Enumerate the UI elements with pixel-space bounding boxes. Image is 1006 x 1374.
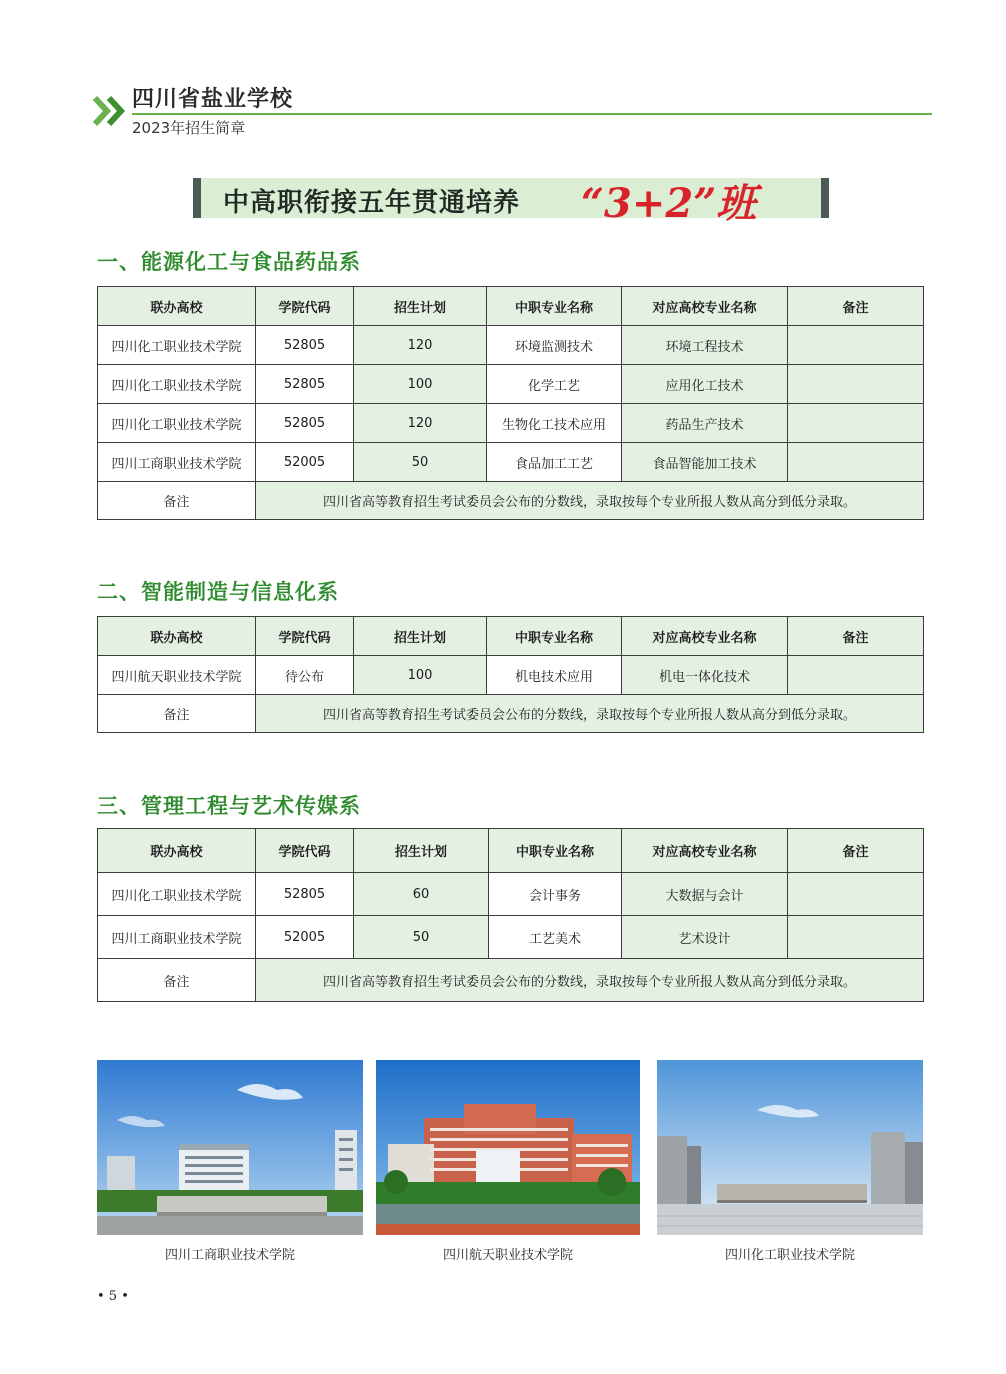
cell-vocational-major: 生物化工技术应用 [487,404,622,443]
banner-left-bar [193,178,201,218]
cell-quota: 100 [354,365,487,404]
section-title-energy-chemical: 一、能源化工与食品药品系 [97,250,361,274]
table-row [98,873,924,916]
col-header: 联办高校 [98,829,256,873]
col-header: 招生计划 [354,287,487,326]
cell-note [788,916,924,959]
banner-right-bar [821,178,829,218]
cell-note [788,656,924,695]
table-row [98,326,924,365]
cell-note [788,404,924,443]
col-header: 备注 [788,287,924,326]
cell-college-major: 艺术设计 [622,916,788,959]
header-rule [132,113,932,115]
cell-code: 待公布 [256,656,354,695]
cell-college-major: 机电一体化技术 [622,656,788,695]
remark-row [98,695,924,733]
col-header: 对应高校专业名称 [622,829,788,873]
photo-caption: 四川航天职业技术学院 [442,1248,573,1263]
col-header: 学院代码 [256,617,354,656]
brochure-subtitle: 2023年招生简章 [132,119,246,137]
remark-text: 四川省高等教育招生考试委员会公布的分数线，录取按每个专业所报人数从高分到低分录取。 [256,695,924,733]
plan-table-manufacturing [97,616,924,733]
cell-college-major: 应用化工技术 [622,365,788,404]
cell-vocational-major: 机电技术应用 [487,656,622,695]
col-header: 学院代码 [256,287,354,326]
double-chevron-icon [92,94,126,128]
cell-code: 52005 [256,443,354,482]
cell-college-major: 环境工程技术 [622,326,788,365]
col-header: 学院代码 [256,829,354,873]
table-row [98,365,924,404]
col-header: 招生计划 [354,829,489,873]
remark-row [98,482,924,520]
col-header: 备注 [788,617,924,656]
cell-college: 四川化工职业技术学院 [98,365,256,404]
cell-note [788,873,924,916]
col-header: 备注 [788,829,924,873]
cell-quota: 60 [354,873,489,916]
col-header: 联办高校 [98,617,256,656]
campus-photo-huagong [657,1060,923,1235]
cell-quota: 50 [354,916,489,959]
cell-quota: 100 [354,656,487,695]
cell-vocational-major: 会计事务 [489,873,622,916]
cell-quota: 120 [354,404,487,443]
table-row [98,656,924,695]
banner-accent-title: “3+2”班 [581,180,757,227]
remark-text: 四川省高等教育招生考试委员会公布的分数线，录取按每个专业所报人数从高分到低分录取。 [256,959,924,1002]
cell-code: 52805 [256,404,354,443]
cell-quota: 50 [354,443,487,482]
page-header [92,80,932,140]
cell-quota: 120 [354,326,487,365]
table-header-row [98,829,924,873]
title-banner [193,178,829,227]
remark-row [98,959,924,1002]
cell-vocational-major: 工艺美术 [489,916,622,959]
cell-college: 四川工商职业技术学院 [98,443,256,482]
page-number: • 5 • [97,1289,129,1304]
cell-code: 52805 [256,365,354,404]
cell-code: 52805 [256,326,354,365]
cell-college: 四川化工职业技术学院 [98,404,256,443]
col-header: 中职专业名称 [487,617,622,656]
cell-note [788,326,924,365]
remark-text: 四川省高等教育招生考试委员会公布的分数线，录取按每个专业所报人数从高分到低分录取。 [256,482,924,520]
col-header: 中职专业名称 [489,829,622,873]
photo-caption: 四川工商职业技术学院 [164,1248,295,1263]
cell-college-major: 食品智能加工技术 [622,443,788,482]
cell-college: 四川航天职业技术学院 [98,656,256,695]
cell-vocational-major: 环境监测技术 [487,326,622,365]
table-row [98,916,924,959]
section-title-management-arts: 三、管理工程与艺术传媒系 [97,794,361,818]
col-header: 对应高校专业名称 [622,287,788,326]
cell-code: 52005 [256,916,354,959]
remark-label: 备注 [98,482,256,520]
plan-table-management-arts [97,828,924,1002]
table-row [98,443,924,482]
cell-college-major: 药品生产技术 [622,404,788,443]
cell-college: 四川化工职业技术学院 [98,326,256,365]
table-header-row [98,617,924,656]
cell-vocational-major: 化学工艺 [487,365,622,404]
col-header: 对应高校专业名称 [622,617,788,656]
cell-college: 四川化工职业技术学院 [98,873,256,916]
remark-label: 备注 [98,695,256,733]
cell-note [788,443,924,482]
cell-vocational-major: 食品加工工艺 [487,443,622,482]
col-header: 联办高校 [98,287,256,326]
photo-caption: 四川化工职业技术学院 [724,1248,855,1263]
plan-table-energy-chemical [97,286,924,520]
school-name: 四川省盐业学校 [132,86,294,112]
section-title-manufacturing: 二、智能制造与信息化系 [97,580,339,604]
campus-photo-gongshang [97,1060,363,1235]
table-row [98,404,924,443]
col-header: 招生计划 [354,617,487,656]
table-header-row [98,287,924,326]
remark-label: 备注 [98,959,256,1002]
col-header: 中职专业名称 [487,287,622,326]
cell-code: 52805 [256,873,354,916]
banner-title: 中高职衔接五年贯通培养 [223,188,521,218]
cell-note [788,365,924,404]
cell-college: 四川工商职业技术学院 [98,916,256,959]
cell-college-major: 大数据与会计 [622,873,788,916]
campus-photo-hangtian [376,1060,640,1235]
